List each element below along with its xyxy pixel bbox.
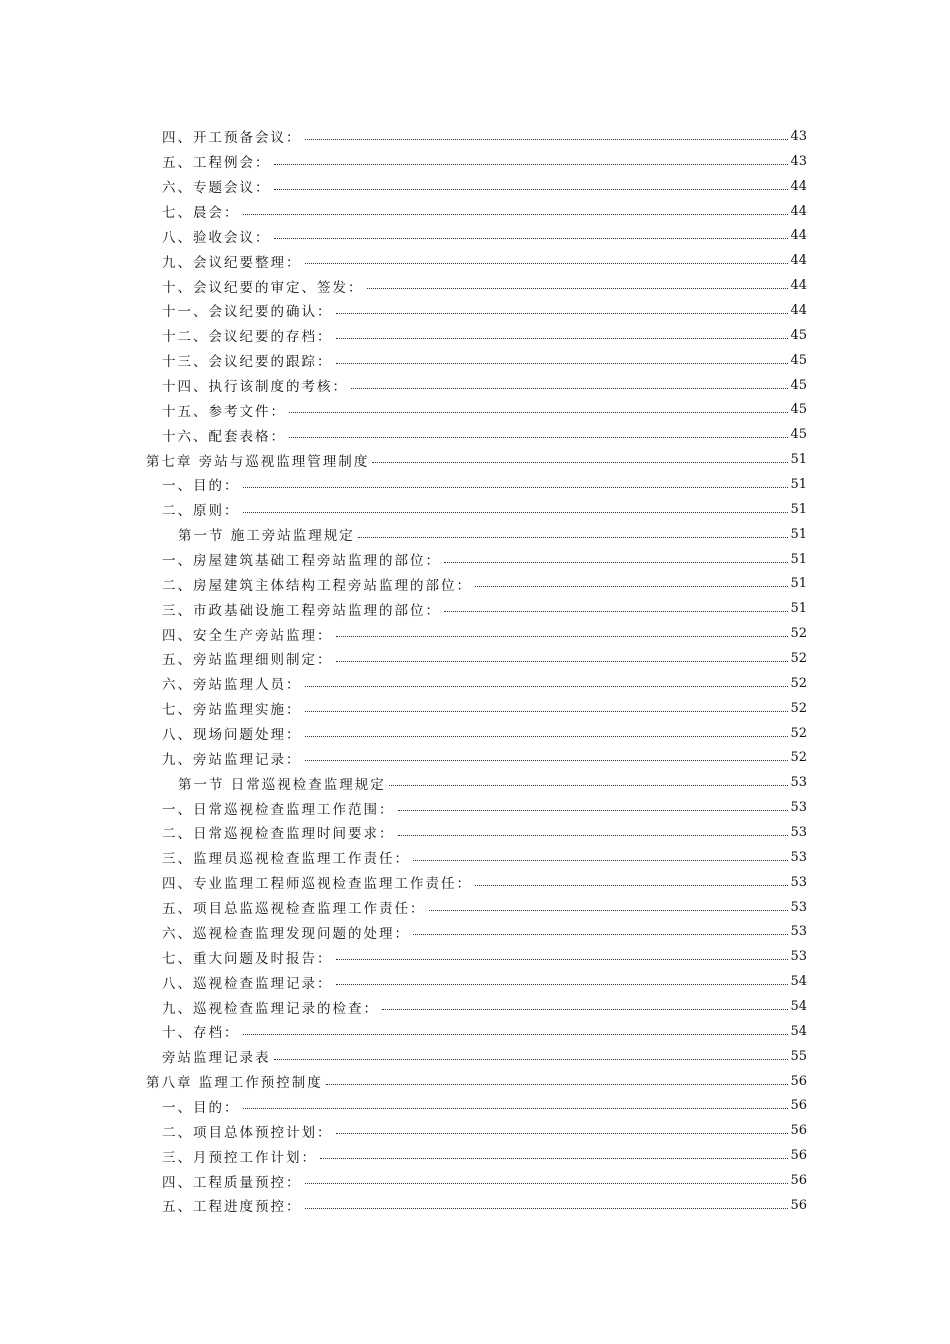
toc-entry-page-number: 44 [790, 253, 807, 269]
dot-leader [475, 885, 788, 886]
toc-entry-page-number: 52 [790, 750, 807, 766]
toc-entry-label: 三、市政基础设施工程旁站监理的部位： [162, 602, 441, 619]
dot-leader [336, 636, 789, 637]
toc-entry-item[interactable] [0, 571, 950, 596]
dot-leader [444, 611, 788, 612]
toc-entry-page-number: 56 [790, 1098, 807, 1114]
toc-entry-page-number: 56 [790, 1148, 807, 1164]
toc-entry-label: 十二、会议纪要的存档： [162, 329, 333, 346]
toc-entry-page-number: 45 [790, 352, 807, 368]
toc-entry-item[interactable] [0, 547, 950, 572]
toc-entry-page-number: 51 [790, 576, 807, 592]
toc-entry-item[interactable] [0, 969, 950, 994]
toc-entry-label: 旁站监理记录表 [162, 1050, 271, 1067]
toc-entry-label: 第一节 施工旁站监理规定 [178, 528, 355, 545]
toc-entry-item[interactable] [0, 422, 950, 447]
dot-leader [274, 189, 789, 190]
toc-entry-item[interactable] [0, 373, 950, 398]
dot-leader [243, 487, 789, 488]
toc-entry-label: 七、晨会： [162, 205, 240, 221]
toc-entry-page-number: 53 [790, 899, 807, 915]
dot-leader [398, 835, 789, 836]
toc-entry-page-number: 56 [790, 1197, 807, 1213]
dot-leader [305, 736, 789, 737]
toc-entry-page-number: 52 [790, 675, 807, 691]
toc-entry-item[interactable] [0, 497, 950, 522]
toc-entry-page-number: 56 [790, 1173, 807, 1189]
dot-leader [336, 313, 789, 314]
toc-entry-page-number: 45 [790, 402, 807, 418]
toc-entry-label: 一、日常巡视检查监理工作范围： [162, 801, 395, 818]
toc-entry-label: 十六、配套表格： [162, 428, 286, 445]
toc-entry-label: 七、旁站监理实施： [162, 702, 302, 719]
toc-entry-label: 十、会议纪要的审定、签发： [162, 279, 364, 296]
dot-leader [429, 910, 789, 911]
toc-entry-label: 二、日常巡视检查监理时间要求： [162, 826, 395, 843]
toc-entry-page-number: 44 [790, 178, 807, 194]
toc-entry-label: 九、旁站监理记录： [162, 751, 302, 768]
toc-entry-label: 十五、参考文件： [162, 403, 286, 420]
toc-entry-label: 八、巡视检查监理记录： [162, 975, 333, 992]
dot-leader [336, 959, 789, 960]
toc-entry-chapter[interactable] [0, 1069, 950, 1094]
toc-entry-label: 六、巡视检查监理发现问题的处理： [162, 925, 410, 942]
toc-entry-item[interactable] [0, 472, 950, 497]
dot-leader [274, 1059, 789, 1060]
dot-leader [305, 1208, 789, 1209]
toc-entry-section[interactable] [0, 522, 950, 547]
toc-entry-item[interactable] [0, 348, 950, 373]
toc-entry-item[interactable] [0, 920, 950, 945]
toc-entry-page-number: 53 [790, 775, 807, 791]
toc-entry-label: 五、旁站监理细则制定： [162, 652, 333, 669]
dot-leader [398, 810, 789, 811]
dot-leader [336, 1133, 789, 1134]
dot-leader [305, 263, 789, 264]
toc-entry-label: 二、原则： [162, 503, 240, 520]
toc-entry-page-number: 51 [790, 526, 807, 542]
toc-entry-page-number: 51 [790, 476, 807, 492]
toc-entry-item[interactable] [0, 1168, 950, 1193]
toc-entry-page-number: 51 [790, 551, 807, 567]
toc-entry-item[interactable] [0, 1193, 950, 1218]
dot-leader [305, 760, 789, 761]
toc-entry-item[interactable] [0, 397, 950, 422]
toc-entry-item[interactable] [0, 671, 950, 696]
toc-entry-page-number: 43 [790, 153, 807, 169]
dot-leader [243, 1108, 789, 1109]
toc-entry-page-number: 53 [790, 949, 807, 965]
toc-entry-item[interactable] [0, 1019, 950, 1044]
toc-entry-item[interactable] [0, 745, 950, 770]
toc-entry-label: 四、专业监理工程师巡视检查监理工作责任： [162, 876, 472, 893]
toc-entry-section[interactable] [0, 770, 950, 795]
dot-leader [413, 860, 788, 861]
dot-leader [413, 934, 788, 935]
toc-entry-label: 第八章 监理工作预控制度 [146, 1075, 323, 1092]
toc-entry-page-number: 54 [790, 999, 807, 1014]
toc-entry-item[interactable] [0, 845, 950, 870]
dot-leader [305, 711, 789, 712]
dot-leader [289, 437, 788, 438]
dot-leader [326, 1084, 789, 1085]
toc-entry-page-number: 52 [790, 650, 807, 666]
dot-leader [336, 338, 789, 339]
toc-entry-label: 六、专题会议： [162, 180, 271, 197]
toc-entry-item[interactable] [0, 944, 950, 969]
toc-entry-label: 五、项目总监巡视检查监理工作责任： [162, 901, 426, 918]
toc-entry-page-number: 52 [790, 626, 807, 642]
toc-entry-item[interactable] [0, 273, 950, 298]
dot-leader [243, 214, 789, 215]
dot-leader [382, 1009, 788, 1010]
toc-entry-item[interactable] [0, 124, 950, 149]
toc-entry-item[interactable] [0, 895, 950, 920]
dot-leader [243, 512, 789, 513]
dot-leader [305, 139, 789, 140]
dot-leader [305, 686, 789, 687]
toc-entry-label: 九、巡视检查监理记录的检查： [162, 1000, 379, 1017]
toc-entry-label: 十四、执行该制度的考核： [162, 379, 348, 396]
toc-entry-item[interactable] [0, 1118, 950, 1143]
dot-leader [336, 363, 789, 364]
toc-entry-page-number: 54 [790, 974, 807, 990]
toc-entry-item[interactable] [0, 298, 950, 323]
toc-entry-label: 四、安全生产旁站监理： [162, 627, 333, 644]
toc-entry-item[interactable] [0, 721, 950, 746]
toc-entry-item[interactable] [0, 323, 950, 348]
toc-entry-item[interactable] [0, 149, 950, 174]
toc-entry-label: 七、重大问题及时报告： [162, 950, 333, 967]
toc-entry-page-number: 53 [790, 924, 807, 940]
toc-entry-page-number: 44 [790, 228, 807, 244]
toc-entry-label: 六、旁站监理人员： [162, 677, 302, 694]
toc-entry-item[interactable] [0, 994, 950, 1019]
toc-entry-item[interactable] [0, 199, 950, 224]
toc-entry-item[interactable] [0, 795, 950, 820]
dot-leader [444, 562, 788, 563]
toc-entry-item[interactable] [0, 1143, 950, 1168]
toc-entry-label: 五、工程进度预控： [162, 1199, 302, 1216]
toc-entry-page-number: 44 [790, 278, 807, 294]
dot-leader [389, 785, 789, 786]
dot-leader [243, 1034, 789, 1035]
toc-entry-page-number: 51 [790, 601, 807, 617]
toc-entry-label: 二、项目总体预控计划： [162, 1124, 333, 1141]
toc-entry-item[interactable] [0, 248, 950, 273]
toc-entry-page-number: 53 [790, 800, 807, 816]
toc-entry-label: 十一、会议纪要的确认： [162, 304, 333, 321]
toc-entry-note[interactable] [0, 1044, 950, 1069]
toc-entry-label: 十、存档： [162, 1025, 240, 1042]
dot-leader [358, 537, 789, 538]
toc-entry-label: 二、房屋建筑主体结构工程旁站监理的部位： [162, 577, 472, 594]
toc-entry-page-number: 56 [790, 1123, 807, 1139]
toc-entry-page-number: 55 [790, 1048, 807, 1064]
dot-leader [274, 164, 789, 165]
toc-entry-page-number: 44 [790, 302, 807, 318]
toc-entry-item[interactable] [0, 696, 950, 721]
toc-entry-page-number: 56 [790, 1073, 807, 1089]
toc-entry-page-number: 53 [790, 874, 807, 890]
dot-leader [351, 388, 788, 389]
dot-leader [372, 462, 788, 463]
toc-entry-label: 十三、会议纪要的跟踪： [162, 354, 333, 371]
dot-leader [475, 586, 788, 587]
toc-entry-item[interactable] [0, 621, 950, 646]
toc-entry-label: 一、房屋建筑基础工程旁站监理的部位： [162, 553, 441, 570]
toc-entry-label: 三、监理员巡视检查监理工作责任： [162, 851, 410, 868]
toc-entry-page-number: 52 [790, 700, 807, 716]
toc-entry-chapter[interactable] [0, 447, 950, 472]
toc-entry-page-number: 54 [790, 1023, 807, 1039]
toc-entry-item[interactable] [0, 820, 950, 845]
dot-leader [320, 1158, 788, 1159]
toc-entry-item[interactable] [0, 1094, 950, 1119]
toc-entry-page-number: 43 [790, 128, 807, 144]
toc-entry-page-number: 53 [790, 849, 807, 865]
toc-entry-page-number: 45 [790, 377, 807, 393]
dot-leader [336, 661, 789, 662]
toc-entry-item[interactable] [0, 174, 950, 199]
toc-entry-item[interactable] [0, 870, 950, 895]
dot-leader [367, 288, 789, 289]
toc-entry-label: 一、目的： [162, 1099, 240, 1116]
dot-leader [289, 412, 788, 413]
toc-entry-label: 八、现场问题处理： [162, 727, 302, 744]
toc-entry-page-number: 45 [790, 427, 807, 443]
toc-entry-label: 五、工程例会： [162, 155, 271, 172]
toc-entry-page-number: 52 [790, 725, 807, 741]
toc-entry-page-number: 53 [790, 824, 807, 840]
dot-leader [336, 984, 789, 985]
toc-entry-label: 四、工程质量预控： [162, 1174, 302, 1191]
toc-entry-label: 八、验收会议： [162, 229, 271, 246]
dot-leader [305, 1183, 789, 1184]
toc-entry-page-number: 45 [790, 327, 807, 343]
toc-entry-item[interactable] [0, 596, 950, 621]
toc-entry-item[interactable] [0, 223, 950, 248]
toc-entry-label: 九、会议纪要整理： [162, 254, 302, 271]
toc-entry-label: 一、目的： [162, 478, 240, 495]
toc-entry-item[interactable] [0, 646, 950, 671]
dot-leader [274, 238, 789, 239]
toc-entry-page-number: 51 [790, 452, 807, 468]
toc-entry-label: 三、月预控工作计划： [162, 1149, 317, 1166]
toc-entry-label: 第七章 旁站与巡视监理管理制度 [146, 453, 370, 470]
toc-entry-label: 第一节 日常巡视检查监理规定 [178, 776, 386, 793]
toc-entry-label: 四、开工预备会议： [162, 130, 302, 147]
table-of-contents [0, 124, 950, 1218]
toc-entry-page-number: 51 [790, 501, 807, 517]
toc-entry-page-number: 44 [790, 203, 807, 219]
